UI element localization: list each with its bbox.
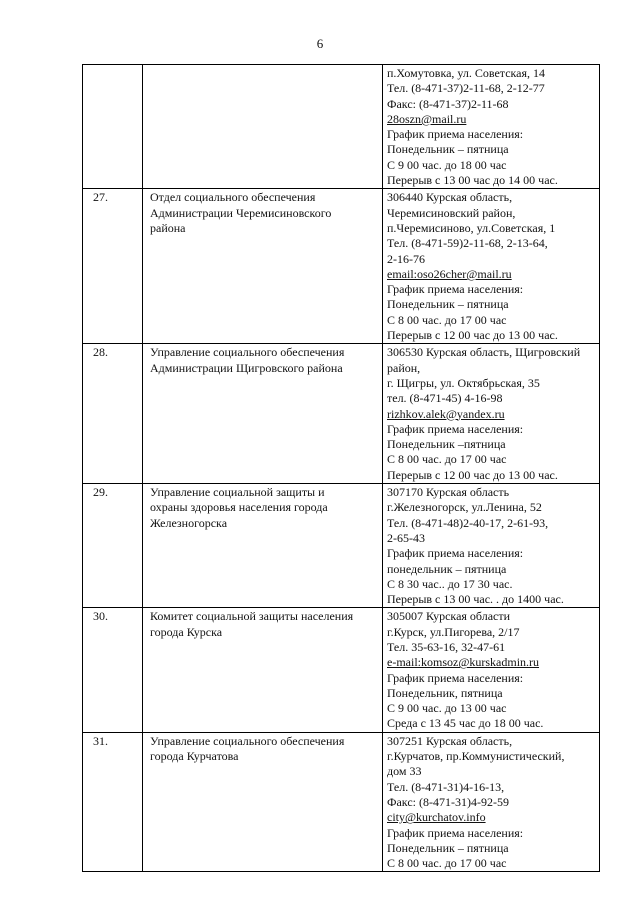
contact-info-line: Среда с 13 45 час до 18 00 час. xyxy=(387,716,544,731)
contact-info-cell xyxy=(383,608,600,732)
contact-info-line: С 8 00 час. до 17 00 час xyxy=(387,312,507,327)
institution-name-line: города Курчатова xyxy=(150,749,239,764)
institution-name-cell xyxy=(143,732,383,872)
contact-info-line: тел. (8-471-45) 4-16-98 xyxy=(387,391,503,406)
contact-info-line: График приема населения: xyxy=(387,825,524,840)
contact-info-line: 306440 Курская область, xyxy=(387,190,513,205)
institution-name-line: района xyxy=(150,220,186,235)
contact-info-line: 307251 Курская область, xyxy=(387,733,513,748)
contact-info-line: 307170 Курская область xyxy=(387,485,510,500)
contact-info-line: 306530 Курская область, Щигровский xyxy=(387,345,581,360)
contact-info-line: 305007 Курская области xyxy=(387,609,511,624)
institution-name-line: Железногорска xyxy=(150,515,228,530)
institution-name-cell xyxy=(143,65,383,189)
row-number-cell xyxy=(83,608,143,732)
email-link[interactable]: email:oso26cher@mail.ru xyxy=(387,266,512,281)
contact-info-line: С 9 00 час. до 13 00 час xyxy=(387,701,507,716)
institution-name-line: Управление социального обеспечения xyxy=(150,733,345,748)
institutions-table xyxy=(82,64,600,872)
institution-name-line: Управление социальной защиты и xyxy=(150,485,325,500)
contact-info-line: Тел. (8-471-48)2-40-17, 2-61-93, xyxy=(387,515,549,530)
contact-info-line: дом 33 xyxy=(387,764,422,779)
table-row xyxy=(83,344,600,484)
institution-name-line: Администрации Черемисиновского xyxy=(150,205,332,220)
email-link[interactable]: rizhkov.alek@yandex.ru xyxy=(387,406,505,421)
contact-info-line: График приема населения: xyxy=(387,670,524,685)
contact-info-line: Тел. (8-471-31)4-16-13, xyxy=(387,779,505,794)
contact-info-cell xyxy=(383,65,600,189)
contact-info-line: Тел. (8-471-37)2-11-68, 2-12-77 xyxy=(387,81,545,96)
row-number-cell xyxy=(83,189,143,344)
row-number: 28. xyxy=(93,345,108,360)
institution-name-line: Отдел социального обеспечения xyxy=(150,190,316,205)
contact-info-line: Тел. 35-63-16, 32-47-61 xyxy=(387,639,506,654)
contact-info-line: Перерыв с 12 00 час до 13 00 час. xyxy=(387,467,558,482)
contact-info-cell xyxy=(383,189,600,344)
row-number: 27. xyxy=(93,190,108,205)
contact-info-line: г.Курск, ул.Пигорева, 2/17 xyxy=(387,624,520,639)
email-link[interactable]: 28oszn@mail.ru xyxy=(387,111,467,126)
contact-info-line: понедельник – пятница xyxy=(387,561,507,576)
row-number-cell xyxy=(83,344,143,484)
row-number-cell xyxy=(83,484,143,608)
contact-info-line: г.Курчатов, пр.Коммунистический, xyxy=(387,749,565,764)
contact-info-cell xyxy=(383,732,600,872)
institution-name-cell xyxy=(143,189,383,344)
table-row xyxy=(83,732,600,872)
table-row xyxy=(83,484,600,608)
contact-info-cell xyxy=(383,484,600,608)
row-number-cell xyxy=(83,65,143,189)
institution-name-line: охраны здоровья населения города xyxy=(150,500,328,515)
contact-info-line: г. Щигры, ул. Октябрьская, 35 xyxy=(387,375,540,390)
contact-info-line: С 8 00 час. до 17 00 час xyxy=(387,856,507,871)
contact-info-line: С 9 00 час. до 18 00 час xyxy=(387,157,507,172)
contact-info-line: Перерыв с 12 00 час до 13 00 час. xyxy=(387,328,558,343)
institution-name-line: Администрации Щигровского района xyxy=(150,360,343,375)
row-number: 31. xyxy=(93,733,108,748)
email-link[interactable]: e-mail:komsoz@kurskadmin.ru xyxy=(387,655,540,670)
institution-name-line: Комитет социальной защиты населения xyxy=(150,609,354,624)
contact-info-line: Понедельник –пятница xyxy=(387,437,506,452)
contact-info-line: График приема населения: xyxy=(387,127,524,142)
contact-info-line: Черемисиновский район, xyxy=(387,205,516,220)
contact-info-line: График приема населения: xyxy=(387,546,524,561)
row-number: 29. xyxy=(93,485,108,500)
table-row xyxy=(83,65,600,189)
institution-name-line: Управление социального обеспечения xyxy=(150,345,345,360)
institution-name-line: города Курска xyxy=(150,624,223,639)
contact-info-line: Понедельник, пятница xyxy=(387,685,503,700)
contact-info-line: Понедельник – пятница xyxy=(387,840,509,855)
contact-info-line: п.Хомутовка, ул. Советская, 14 xyxy=(387,66,546,80)
table-body xyxy=(83,65,600,872)
contact-info-line: Перерыв с 13 00 час. . до 1400 час. xyxy=(387,592,564,607)
contact-info-line: 2-65-43 xyxy=(387,530,425,545)
contact-info-line: Понедельник – пятница xyxy=(387,142,509,157)
contact-info-line: Понедельник – пятница xyxy=(387,297,509,312)
institution-name-cell xyxy=(143,484,383,608)
contact-info-line: п.Черемисиново, ул.Советская, 1 xyxy=(387,220,556,235)
contact-info-cell xyxy=(383,344,600,484)
contact-info-line: С 8 30 час.. до 17 30 час. xyxy=(387,576,513,591)
institution-name-cell xyxy=(143,608,383,732)
contact-info-line: График приема населения: xyxy=(387,421,524,436)
table-row xyxy=(83,189,600,344)
contact-info-line: 2-16-76 xyxy=(387,251,425,266)
row-number: 30. xyxy=(93,609,108,624)
institution-name-cell xyxy=(143,344,383,484)
contact-info-line: Факс: (8-471-31)4-92-59 xyxy=(387,794,509,809)
table-row xyxy=(83,608,600,732)
row-number-cell xyxy=(83,732,143,872)
email-link[interactable]: city@kurchatov.info xyxy=(387,810,486,825)
page-number: 6 xyxy=(316,36,324,51)
contact-info-line: С 8 00 час. до 17 00 час xyxy=(387,452,507,467)
contact-info-line: Тел. (8-471-59)2-11-68, 2-13-64, xyxy=(387,236,548,251)
contact-info-line: район, xyxy=(387,360,421,375)
contact-info-line: г.Железногорск, ул.Ленина, 52 xyxy=(387,500,542,515)
contact-info-line: Перерыв с 13 00 час до 14 00 час. xyxy=(387,173,558,188)
contact-info-line: Факс: (8-471-37)2-11-68 xyxy=(387,96,509,111)
contact-info-line: График приема населения: xyxy=(387,282,524,297)
